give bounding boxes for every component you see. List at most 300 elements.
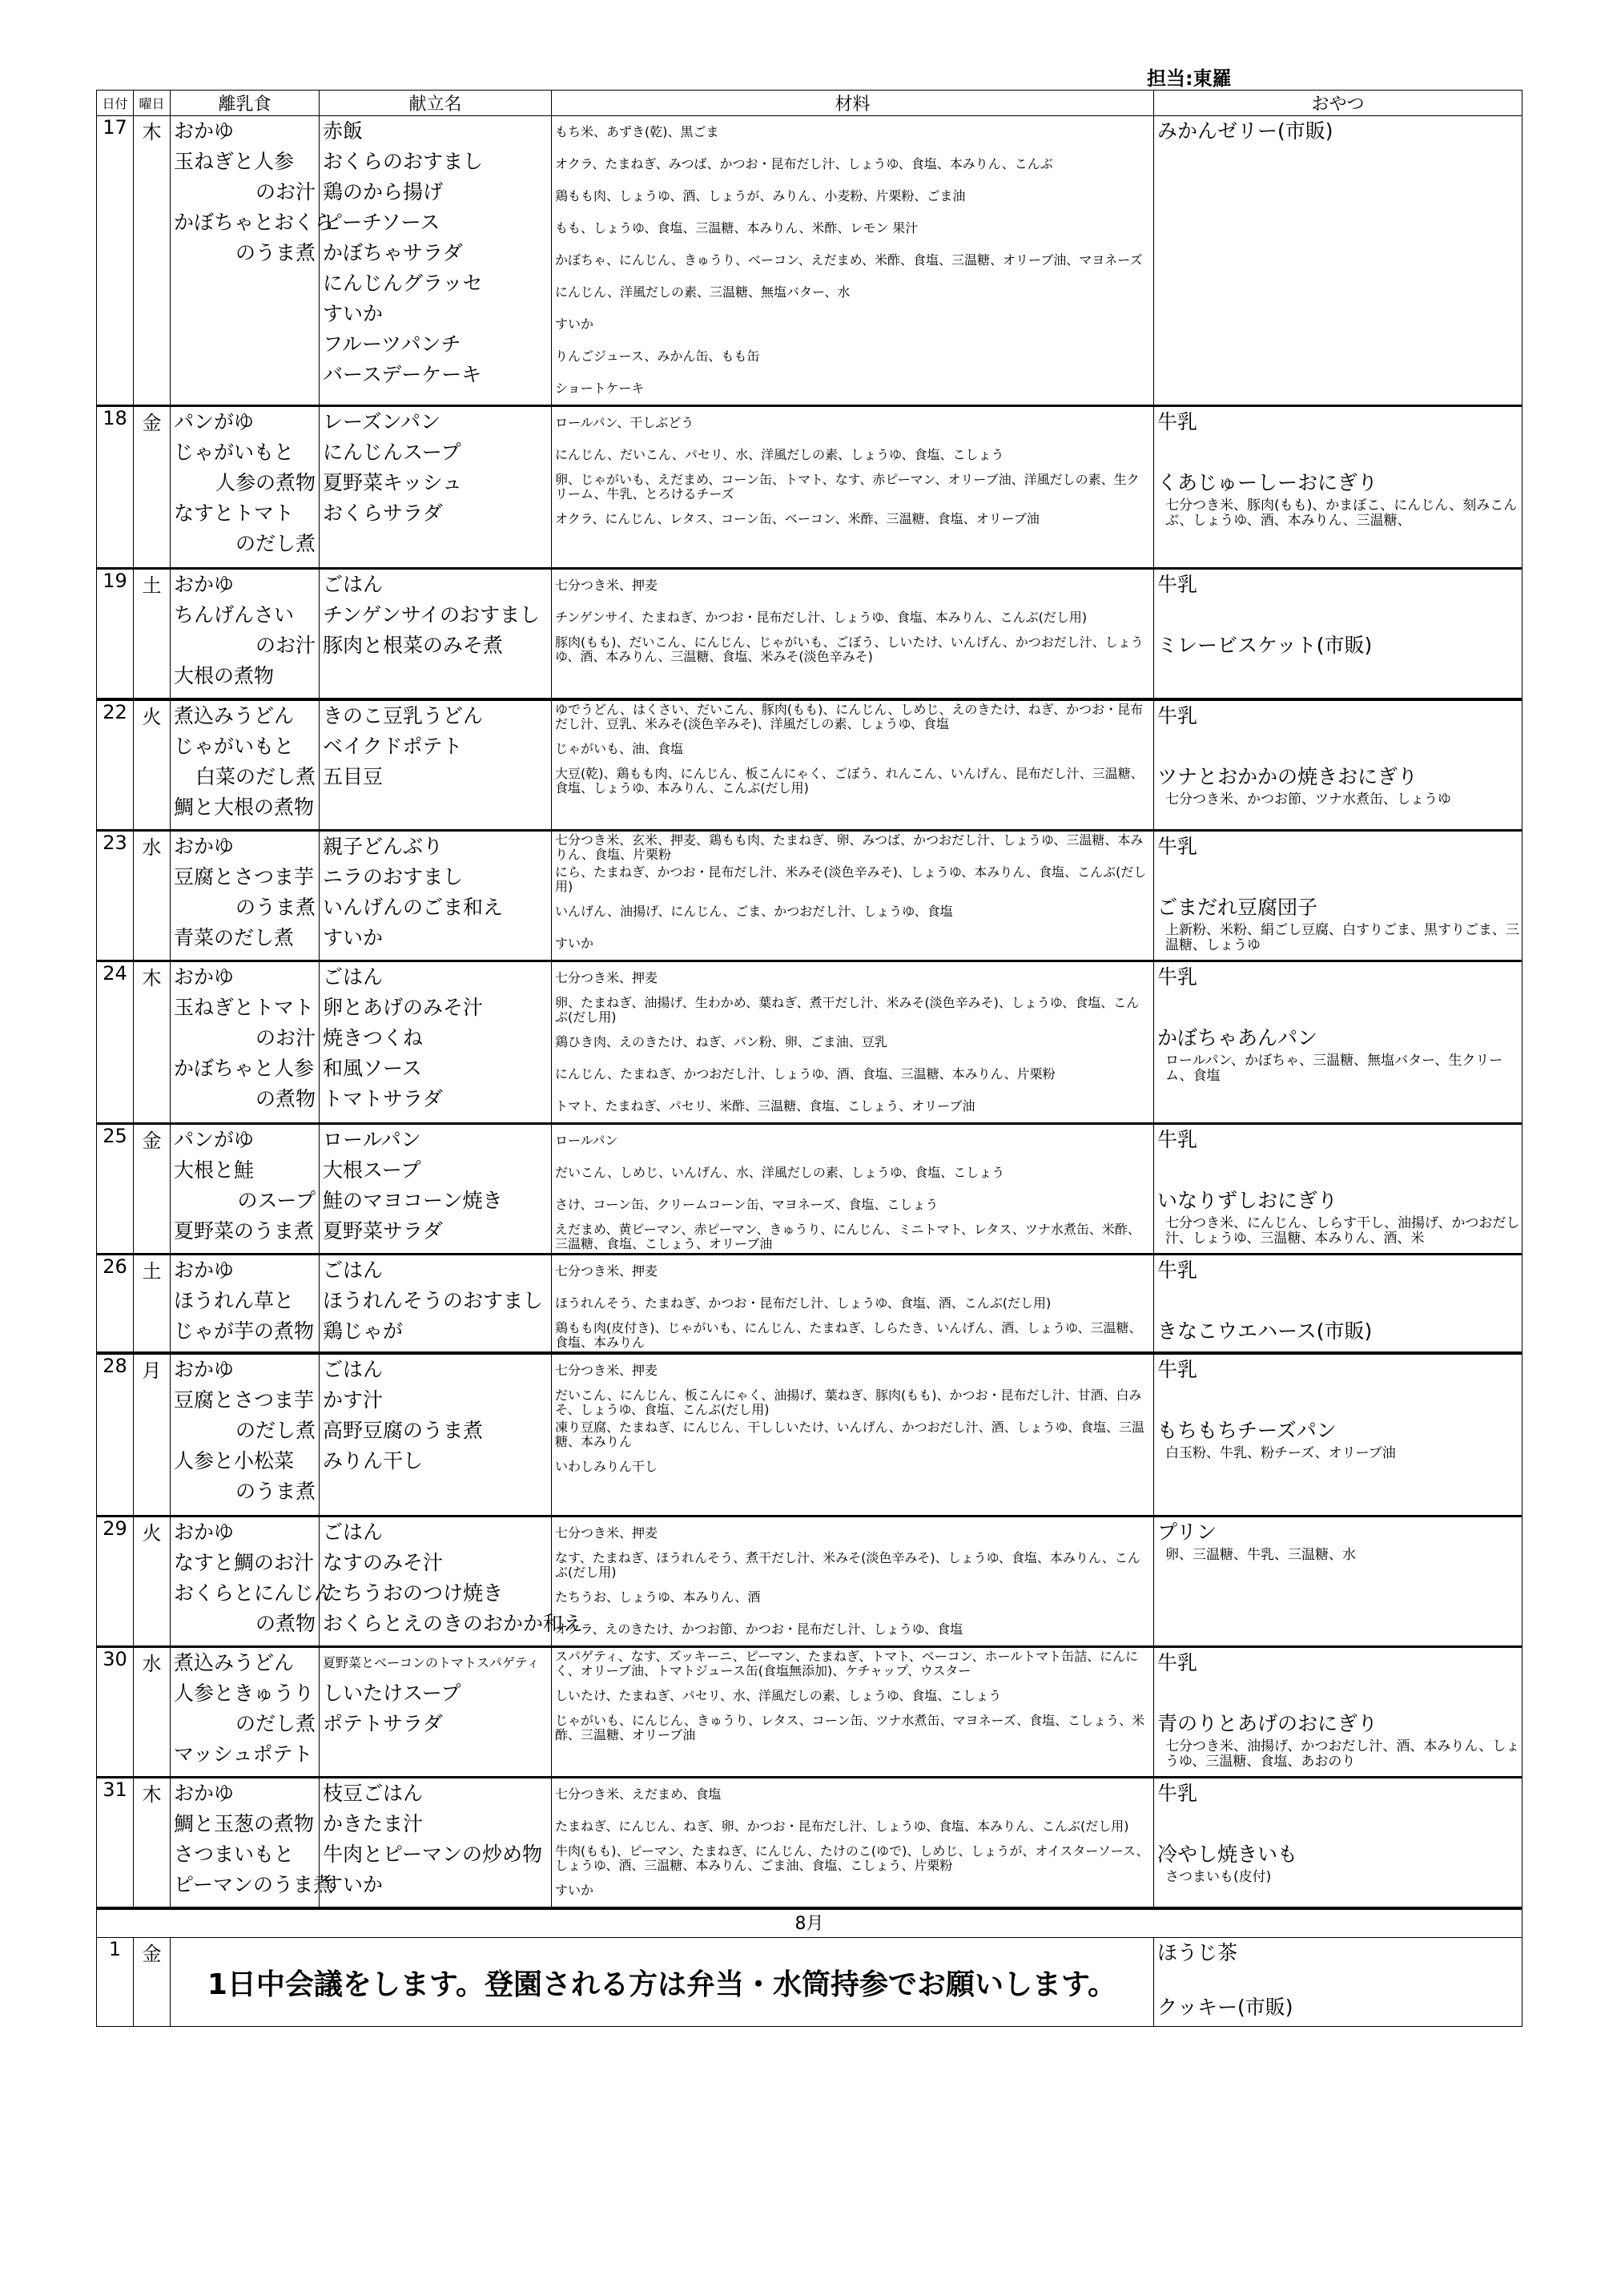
baby-food-item: パンがゆ <box>174 1128 255 1151</box>
ingredients: スパゲティ、なす、ズッキーニ、ピーマン、たまねぎ、トマト、ベーコン、ホールトマト缶詰、にんにく、オリーブ油、トマトジュース缶(食塩無添加)、ケチャップ、ウスター <box>555 1649 1139 1678</box>
oyatsu-cell <box>1154 1647 1522 1778</box>
zairyo-cell <box>552 961 1154 1124</box>
snack-line <box>1154 1385 1522 1416</box>
oyatsu-cell <box>1154 1124 1522 1255</box>
ingredients: 大豆(乾)、鶏もも肉、にんじん、板こんにゃく、ごぼう、れんこん、いんげん、昆布だし汁、三温糖、食塩、しょうゆ、本みりん、こんぶ(だし用) <box>555 766 1144 796</box>
header-kondate: 献立名 <box>320 91 552 116</box>
day-dow: 火 <box>134 699 171 831</box>
dish-name: 夏野菜サラダ <box>323 1219 443 1243</box>
dish-name: 鶏じゃが <box>323 1319 404 1343</box>
kondate-cell <box>320 699 552 831</box>
ingredients: にら、たまねぎ、かつお・昆布だし汁、米みそ(淡色辛みそ)、しょうゆ、本みりん、食塩、こんぶ(だし用) <box>555 864 1147 894</box>
snack-line <box>1154 1809 1522 1839</box>
day-row <box>97 831 1522 961</box>
dish-name: ごはん <box>323 573 384 596</box>
day-dow: 金 <box>134 406 171 569</box>
dish-name: いんげんのごま和え <box>323 896 504 919</box>
baby-food-item: のお汁 <box>255 634 316 657</box>
kondate-cell <box>320 569 552 700</box>
snack-line: 牛乳 <box>1157 835 1198 858</box>
day-date: 29 <box>97 1517 134 1647</box>
dish-name: 夏野菜キッシュ <box>323 471 463 494</box>
dish-name: 牛肉とピーマンの炒め物 <box>323 1843 543 1866</box>
baby-food-item: のスープ <box>237 1189 316 1212</box>
zairyo-cell <box>552 699 1154 831</box>
snack-line: 冷やし焼きいも <box>1157 1843 1298 1866</box>
dish-name: 夏野菜とベーコンのトマトスパゲティ <box>323 1655 540 1670</box>
baby-food-item: かぼちゃと人参 <box>174 1057 315 1080</box>
dish-name: 卵とあげのみそ汁 <box>323 996 484 1019</box>
rinyu-cell <box>171 831 320 961</box>
day-dow: 金 <box>134 1124 171 1255</box>
zairyo-cell <box>552 406 1154 569</box>
baby-food-item: の煮物 <box>255 1087 316 1110</box>
snack-line: 七分つき米、かつお節、ツナ水煮缶、しょうゆ <box>1165 792 1451 808</box>
baby-food-item: 人参と小松菜 <box>174 1449 295 1472</box>
ingredients: 七分つき米、押麦 <box>555 1525 658 1541</box>
dish-name: フルーツパンチ <box>323 332 461 356</box>
dish-name: 大根スープ <box>323 1158 421 1182</box>
day-row <box>97 569 1522 700</box>
snack-line: 七分つき米、にんじん、しらす干し、油揚げ、かつおだし汁、しょうゆ、三温糖、本みりん、酒、米 <box>1165 1215 1520 1247</box>
dish-name: すいか <box>323 926 384 949</box>
day-dow: 木 <box>134 1778 171 1909</box>
ingredients <box>552 1744 1153 1776</box>
oyatsu-cell <box>1154 1517 1522 1647</box>
dish-name: おくらとえのきのおかか和え <box>323 1612 584 1635</box>
day-row <box>97 116 1522 406</box>
day-row <box>97 406 1522 569</box>
zairyo-cell <box>552 116 1154 406</box>
dish-name: 高野豆腐のうま煮 <box>323 1419 484 1442</box>
baby-food-item <box>171 299 319 329</box>
day-date: 22 <box>97 699 134 831</box>
snack-drink: ほうじ茶 <box>1157 1941 1238 1964</box>
dish-name: かきたま汁 <box>323 1812 424 1835</box>
ingredients: いんげん、油揚げ、にんじん、ごま、かつおだし汁、しょうゆ、食塩 <box>555 904 953 919</box>
dish-name: たちうおのつけ焼き <box>323 1581 504 1605</box>
baby-food-item: ちんげんさい <box>174 603 295 626</box>
ingredients: 卵、たまねぎ、油揚げ、生わかめ、葉ねぎ、煮干だし汁、米みそ(淡色辛みそ)、しょうゆ、食塩、こんぶ(だし用) <box>555 995 1140 1025</box>
dish-name: ほうれんそうのおすまし <box>323 1289 544 1312</box>
oyatsu-cell <box>1154 961 1522 1124</box>
dish-name <box>320 1476 551 1507</box>
baby-food-item: 鯛と大根の煮物 <box>174 796 315 819</box>
rinyu-cell <box>171 406 320 569</box>
dish-name: きのこ豆乳うどん <box>323 704 484 727</box>
snack-line: 青のりとあげのおにぎり <box>1157 1712 1378 1735</box>
oyatsu-cell <box>1154 831 1522 961</box>
dish-name: 親子どんぶり <box>323 835 444 858</box>
header-oyatsu: おやつ <box>1154 91 1522 116</box>
snack-line <box>1154 207 1522 238</box>
kondate-cell <box>320 1124 552 1255</box>
ingredients: たまねぎ、にんじん、ねぎ、卵、かつお・昆布だし汁、しょうゆ、食塩、本みりん、こんぶ(だし用) <box>555 1819 1129 1834</box>
ingredients: じゃがいも、油、食塩 <box>555 741 684 756</box>
snack-line: 牛乳 <box>1157 1782 1198 1805</box>
baby-food-item <box>171 329 319 360</box>
snack-line: プリン <box>1157 1521 1217 1544</box>
dish-name: おくらのおすまし <box>323 150 484 173</box>
snack-line: みかんゼリー(市販) <box>1157 119 1333 143</box>
snack-line <box>1154 600 1522 630</box>
snack-line <box>1154 530 1522 561</box>
oyatsu-cell <box>1154 116 1522 406</box>
ingredients: 七分つき米、えだまめ、食塩 <box>555 1786 722 1802</box>
dish-name: ごはん <box>323 965 384 989</box>
dish-name: 豚肉と根菜のみそ煮 <box>323 634 504 657</box>
kondate-cell <box>320 1517 584 1647</box>
dish-name: 鮭のマヨコーン焼き <box>323 1189 503 1212</box>
zairyo-cell <box>552 1517 1154 1647</box>
dish-name: みりん干し <box>323 1449 424 1472</box>
ingredients: 牛肉(もも)、ピーマン、たまねぎ、にんじん、たけのこ(ゆで)、しめじ、しょうが、オイスターソース、しょうゆ、酒、三温糖、本みりん、ごま油、食塩、こしょう、片栗粉 <box>555 1843 1149 1873</box>
baby-food-item: 煮込みうどん <box>174 1651 295 1674</box>
header-date: 日付 <box>97 91 134 116</box>
dish-name: にんじんスープ <box>323 441 461 464</box>
ingredients: ロールパン、干しぶどう <box>555 415 694 430</box>
dish-name: 焼きつくね <box>323 1026 424 1049</box>
snack-line: 牛乳 <box>1157 965 1198 989</box>
day-dow: 月 <box>134 1353 171 1517</box>
dish-name: チンゲンサイのおすまし <box>323 603 541 626</box>
dish-name: ベイクドポテト <box>323 735 463 758</box>
ingredients <box>552 797 1153 829</box>
day-dow: 水 <box>134 1647 171 1778</box>
baby-food-item: のうま煮 <box>235 241 316 264</box>
day-row <box>97 1778 1522 1909</box>
day-dow: 水 <box>134 831 171 961</box>
ingredients: 凍り豆腐、たまねぎ、にんじん、干ししいたけ、いんげん、かつおだし汁、酒、しょうゆ、食塩、三温糖、本みりん <box>555 1420 1145 1449</box>
snack-line <box>1154 661 1522 691</box>
day-dow: 土 <box>134 1255 171 1354</box>
snack-line: いなりずしおにぎり <box>1157 1189 1338 1212</box>
ingredients: ほうれんそう、たまねぎ、かつお・昆布だし汁、しょうゆ、食塩、酒、こんぶ(だし用) <box>555 1295 1052 1311</box>
dish-name: すいか <box>323 1873 384 1896</box>
ingredients: 豚肉(もも)、だいこん、にんじん、じゃがいも、ごぼう、しいたけ、いんげん、かつおだし汁、しょうゆ、酒、本みりん、三温糖、食塩、米みそ(淡色辛みそ) <box>555 634 1144 664</box>
baby-food-item: おかゆ <box>174 1358 235 1381</box>
snack-line <box>1154 1478 1522 1509</box>
ingredients: なす、たまねぎ、ほうれんそう、煮干だし汁、米みそ(淡色辛みそ)、しょうゆ、食塩、本みりん、こんぶ(だし用) <box>555 1550 1140 1580</box>
ingredients: じゃがいも、にんじん、きゅうり、レタス、コーン缶、ツナ水煮缶、マヨネーズ、食塩、こしょう、米酢、三温糖、オリーブ油 <box>555 1713 1145 1742</box>
snack-line: くあじゅーしーおにぎり <box>1157 471 1378 494</box>
day-date: 1 <box>97 1938 134 2027</box>
snack-line <box>1154 329 1522 360</box>
header-zairyo: 材料 <box>552 91 1154 116</box>
dish-name: ごはん <box>323 1259 384 1282</box>
dish-name: 赤飯 <box>323 119 364 143</box>
baby-food-item: おかゆ <box>174 573 235 596</box>
ingredients: かぼちゃ、にんじん、きゅうり、ベーコン、えだまめ、米酢、食塩、三温糖、オリーブ油、マヨネーズ <box>555 252 1143 268</box>
snack-item: クッキー(市販) <box>1157 1996 1293 2019</box>
baby-food-item: おかゆ <box>174 835 235 858</box>
meeting-notice: 1日中会議をします。登園される方は弁当・水筒持参でお願いします。 <box>171 1938 1154 2027</box>
snack-line <box>1154 437 1522 468</box>
dish-name: すいか <box>323 302 384 325</box>
snack-line <box>1154 1580 1522 1610</box>
oyatsu-cell <box>1154 1353 1522 1517</box>
day-dow: 木 <box>134 961 171 1124</box>
kondate-cell <box>320 1647 552 1778</box>
baby-food-item: の煮物 <box>255 1612 316 1635</box>
dish-name: ピーチソース <box>323 211 440 234</box>
baby-food-item: おかゆ <box>174 119 235 143</box>
ingredients <box>552 1483 1153 1515</box>
baby-food-item: のうま煮 <box>235 1480 316 1503</box>
day-dow: 木 <box>134 116 171 406</box>
snack-line <box>1154 299 1522 329</box>
day-date: 30 <box>97 1647 134 1778</box>
ingredients: 七分つき米、玄米、押麦、鶏もも肉、たまねぎ、卵、みつば、かつおだし汁、しょうゆ、三温糖、本みりん、食塩、片栗粉 <box>555 832 1144 862</box>
ingredients: りんごジュース、みかん缶、もも缶 <box>555 348 760 364</box>
snack-line <box>1154 177 1522 207</box>
snack-line: 白玉粉、牛乳、粉チーズ、オリーブ油 <box>1165 1445 1396 1461</box>
snack-line: かぼちゃあんパン <box>1157 1026 1318 1049</box>
snack-line <box>1154 238 1522 268</box>
baby-food-item: 豆腐とさつま芋 <box>174 865 315 888</box>
day-row <box>97 1353 1522 1517</box>
dish-name: トマトサラダ <box>323 1087 443 1110</box>
dish-name: おくらサラダ <box>323 501 443 525</box>
dish-name: なすのみそ汁 <box>323 1551 444 1574</box>
dish-name: かぼちゃサラダ <box>323 241 463 264</box>
baby-food-item: のお汁 <box>255 1026 316 1049</box>
snack-line: 牛乳 <box>1157 410 1198 433</box>
ingredients: 七分つき米、押麦 <box>555 1263 658 1279</box>
person-in-charge: 担当:東羅 <box>1147 67 1232 90</box>
baby-food-item <box>171 360 319 390</box>
zairyo-cell <box>552 1647 1154 1778</box>
snack-line: ごまだれ豆腐団子 <box>1157 896 1318 919</box>
snack-line: ミレービスケット(市販) <box>1157 634 1373 657</box>
ingredients: すいか <box>555 936 594 951</box>
baby-food-item: おかゆ <box>174 1521 235 1544</box>
ingredients: すいか <box>555 316 594 332</box>
oyatsu-cell <box>1154 699 1522 831</box>
baby-food-item: 人参ときゅうり <box>174 1682 315 1705</box>
kondate-cell <box>320 961 552 1124</box>
baby-food-item: じゃがいもと <box>174 735 295 758</box>
baby-food-item: マッシュポテト <box>174 1742 313 1766</box>
dish-name: ごはん <box>323 1521 384 1544</box>
ingredients: にんじん、洋風だしの素、三温糖、無塩バター、水 <box>555 284 851 300</box>
kondate-cell <box>320 1778 552 1909</box>
baby-food-item: のお汁 <box>255 180 316 203</box>
zairyo-cell <box>552 1353 1154 1517</box>
zairyo-cell <box>552 569 1154 700</box>
baby-food-item: じゃがいもと <box>174 441 295 464</box>
ingredients: オクラ、にんじん、レタス、コーン缶、ベーコン、米酢、三温糖、食塩、オリーブ油 <box>555 511 1040 526</box>
dish-name <box>320 529 551 559</box>
snack-line <box>1154 1086 1522 1116</box>
snack-line: 七分つき米、油揚げ、かつおだし汁、酒、本みりん、しょうゆ、三温糖、食塩、あおのり <box>1165 1738 1520 1770</box>
snack-line: さつまいも(皮付) <box>1165 1869 1272 1885</box>
zairyo-cell <box>552 831 1154 961</box>
ingredients: だいこん、しめじ、いんげん、水、洋風だしの素、しょうゆ、食塩、こしょう <box>555 1165 1005 1180</box>
snack-line: 上新粉、米粉、絹ごし豆腐、白すりごま、黒すりごま、三温糖、しょうゆ <box>1165 922 1519 953</box>
snack-line: 牛乳 <box>1157 1358 1198 1381</box>
dish-name: ポテトサラダ <box>323 1712 443 1735</box>
baby-food-item: 煮込みうどん <box>174 704 295 727</box>
day-row <box>97 1124 1522 1255</box>
dish-name: にんじんグラッセ <box>323 272 483 295</box>
ingredients: 七分つき米、押麦 <box>555 970 658 985</box>
oyatsu-cell <box>1154 569 1522 700</box>
baby-food-item: ほうれん草と <box>174 1289 295 1312</box>
day-date: 26 <box>97 1255 134 1354</box>
day-date: 25 <box>97 1124 134 1255</box>
zairyo-cell <box>552 1778 1154 1909</box>
ingredients: ショートケーキ <box>555 381 645 396</box>
snack-line: 牛乳 <box>1157 1259 1198 1282</box>
ingredients: トマト、たまねぎ、パセリ、米酢、三温糖、食塩、こしょう、オリーブ油 <box>555 1098 975 1114</box>
baby-food-item: 白菜のだし煮 <box>195 765 316 788</box>
ingredients <box>552 535 1153 567</box>
baby-food-item: パンがゆ <box>174 410 255 433</box>
ingredients: にんじん、たまねぎ、かつおだし汁、しょうゆ、酒、食塩、三温糖、本みりん、片栗粉 <box>555 1066 1056 1082</box>
baby-food-item: 玉ねぎと人参 <box>174 150 295 173</box>
dish-name: しいたけスープ <box>323 1682 461 1705</box>
snack-line: 牛乳 <box>1157 573 1198 596</box>
snack-line: きなこウエハース(市販) <box>1157 1319 1373 1343</box>
ingredients: たちうお、しょうゆ、本みりん、酒 <box>555 1589 761 1605</box>
snack-line: ロールパン、かぼちゃ、三温糖、無塩バター、生クリーム、食塩 <box>1165 1053 1503 1084</box>
oyatsu-cell <box>1154 1778 1522 1909</box>
rinyu-cell <box>171 1517 335 1647</box>
snack-line <box>1154 147 1522 177</box>
baby-food-item: 大根の煮物 <box>174 664 275 687</box>
day-dow: 金 <box>134 1938 171 2027</box>
snack-line <box>1154 1286 1522 1316</box>
rinyu-cell <box>171 699 320 831</box>
baby-food-item: 夏野菜のうま煮 <box>174 1219 315 1243</box>
day-dow: 火 <box>134 1517 171 1647</box>
snack-line <box>1154 1155 1522 1186</box>
kondate-cell <box>320 1255 552 1354</box>
dish-name <box>320 661 551 691</box>
baby-food-item: おかゆ <box>174 1259 235 1282</box>
baby-food-item: 鯛と玉葱の煮物 <box>174 1812 315 1835</box>
header-rinyu: 離乳食 <box>171 91 320 116</box>
ingredients: もも、しょうゆ、食塩、三温糖、本みりん、米酢、レモン 果汁 <box>555 220 919 236</box>
baby-food-item: 大根と鮭 <box>174 1158 255 1182</box>
rinyu-cell <box>171 1255 320 1354</box>
dish-name: レーズンパン <box>323 410 441 433</box>
baby-food-item: なすと鯛のお汁 <box>174 1551 315 1574</box>
month-label: 8月 <box>97 1908 1522 1938</box>
dish-name: 和風ソース <box>323 1057 422 1080</box>
day-row <box>97 1517 1522 1647</box>
ingredients <box>552 666 1153 698</box>
snack-line: 七分つき米、豚肉(もも)、かまぼこ、にんじん、刻みこんぶ、しょうゆ、酒、本みりん、三温糖、 <box>1165 497 1518 529</box>
menu-table <box>96 90 1522 2027</box>
snack-line <box>1154 1678 1522 1709</box>
baby-food-item: のだし煮 <box>235 1712 316 1735</box>
snack-line <box>1154 1610 1522 1641</box>
baby-food-item: おかゆ <box>174 965 235 989</box>
dish-name: 枝豆ごはん <box>323 1782 424 1805</box>
day-row <box>97 1647 1522 1778</box>
ingredients: 鶏もも肉、しょうゆ、酒、しょうが、みりん、小麦粉、片栗粉、ごま油 <box>555 188 966 203</box>
day-dow: 土 <box>134 569 171 700</box>
baby-food-item: のだし煮 <box>235 1419 316 1442</box>
baby-food-item <box>171 268 319 299</box>
baby-food-item: 青菜のだし煮 <box>174 926 295 949</box>
snack-line <box>1154 360 1522 390</box>
ingredients: 鶏もも肉(皮付き)、じゃがいも、にんじん、たまねぎ、しらたき、いんげん、酒、しょうゆ、三温糖、食塩、本みりん <box>555 1320 1142 1350</box>
dish-name: 鶏のから揚げ <box>323 180 444 203</box>
header-dow: 曜日 <box>134 91 171 116</box>
dish-name: ロールパン <box>323 1128 421 1151</box>
ingredients: さけ、コーン缶、クリームコーン缶、マヨネーズ、食塩、こしょう <box>555 1197 939 1212</box>
ingredients: いわしみりん干し <box>555 1459 658 1474</box>
day-row <box>97 1255 1522 1354</box>
dish-name: バースデーケーキ <box>323 363 482 386</box>
ingredients: オクラ、えのきたけ、かつお節、かつお・昆布だし汁、しょうゆ、食塩 <box>555 1621 963 1637</box>
dish-name: かす汁 <box>323 1388 384 1412</box>
ingredients: ゆでうどん、はくさい、だいこん、豚肉(もも)、にんじん、しめじ、えのきたけ、ねぎ、かつお・昆布だし汁、豆乳、米みそ(淡色辛みそ)、洋風だしの素、しょうゆ、食塩 <box>555 702 1144 731</box>
ingredients: 鶏ひき肉、えのきたけ、ねぎ、パン粉、卵、ごま油、豆乳 <box>555 1034 887 1049</box>
ingredients: チンゲンサイ、たまねぎ、かつお・昆布だし汁、しょうゆ、食塩、本みりん、こんぶ(だし用) <box>555 610 1088 625</box>
baby-food-item: ピーマンのうま煮 <box>174 1873 334 1896</box>
baby-food-item: 豆腐とさつま芋 <box>174 1388 315 1412</box>
oyatsu-cell <box>1154 406 1522 569</box>
baby-food-item: なすとトマト <box>174 501 295 525</box>
rinyu-cell <box>171 1353 320 1517</box>
snack-line: 卵、三温糖、牛乳、三温糖、水 <box>1165 1547 1356 1563</box>
snack-line: 牛乳 <box>1157 1651 1198 1674</box>
dish-name: ごはん <box>323 1358 384 1381</box>
dish-name <box>320 1739 551 1770</box>
kondate-cell <box>320 406 552 569</box>
baby-food-item: のだし煮 <box>235 532 316 555</box>
zairyo-cell <box>552 1255 1154 1354</box>
ingredients: 七分つき米、押麦 <box>555 1363 658 1378</box>
dish-name: ニラのおすまし <box>323 865 464 888</box>
baby-food-item: かぼちゃとおくら <box>174 211 335 234</box>
baby-food-item: じゃが芋の煮物 <box>174 1319 315 1343</box>
day-row <box>97 699 1522 831</box>
snack-line <box>1154 993 1522 1023</box>
snack-line: ツナとおかかの焼きおにぎり <box>1157 765 1418 788</box>
rinyu-cell <box>171 961 320 1124</box>
snack-line: 牛乳 <box>1157 704 1198 727</box>
day-date: 19 <box>97 569 134 700</box>
ingredients: 七分つき米、押麦 <box>555 578 658 593</box>
baby-food-item: おかゆ <box>174 1782 235 1805</box>
day-date: 24 <box>97 961 134 1124</box>
dish-name <box>320 792 551 823</box>
day-date: 17 <box>97 116 134 406</box>
day-date: 18 <box>97 406 134 569</box>
zairyo-cell <box>552 1124 1154 1255</box>
dish-name: 五目豆 <box>323 765 384 788</box>
rinyu-cell <box>171 1778 334 1909</box>
ingredients: にんじん、だいこん、パセリ、水、洋風だしの素、しょうゆ、食塩、こしょう <box>555 447 1004 462</box>
snack-line <box>1154 862 1522 892</box>
baby-food-item: おくらとにんじん <box>174 1581 335 1605</box>
ingredients: しいたけ、たまねぎ、パセリ、水、洋風だしの素、しょうゆ、食塩、こしょう <box>555 1688 1002 1703</box>
baby-food-item: 人参の煮物 <box>215 471 316 494</box>
snack-line <box>1154 731 1522 762</box>
snack-line: もちもちチーズパン <box>1157 1419 1337 1442</box>
ingredients: オクラ、たまねぎ、みつば、かつお・昆布だし汁、しょうゆ、食塩、本みりん、こんぶ <box>555 156 1053 171</box>
rinyu-cell <box>171 116 335 406</box>
ingredients: すいか <box>555 1883 594 1898</box>
ingredients: だいこん、にんじん、板こんにゃく、油揚げ、葉ねぎ、豚肉(もも)、かつお・昆布だし汁、甘酒、白みそ、しょうゆ、食塩、こんぶ(だし用) <box>555 1388 1142 1417</box>
snack-line <box>1154 268 1522 299</box>
ingredients: ロールパン <box>555 1133 618 1148</box>
